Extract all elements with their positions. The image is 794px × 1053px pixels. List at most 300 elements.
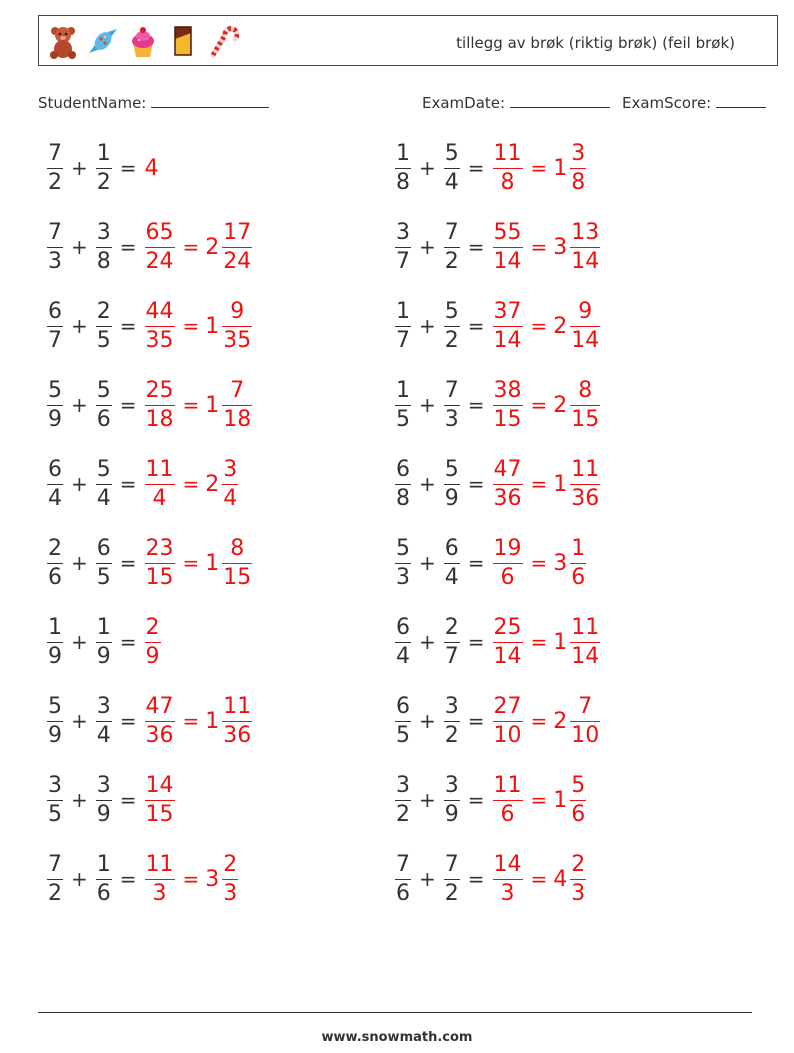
fraction (493, 298, 523, 355)
fraction (444, 219, 460, 276)
fraction (444, 693, 460, 750)
mixed-whole: 1 (205, 313, 220, 339)
denominator: 9 (48, 643, 62, 669)
numerator: 5 (444, 140, 459, 166)
denominator: 8 (571, 169, 586, 195)
answer-equals-sign: = (182, 551, 200, 575)
numerator: 1 (396, 377, 410, 403)
fraction (395, 851, 411, 908)
numerator: 25 (145, 377, 174, 403)
numerator: 37 (493, 298, 522, 324)
denominator: 15 (493, 406, 522, 432)
equals-sign: = (119, 788, 137, 812)
plus-sign: + (419, 867, 436, 891)
numerator: 19 (493, 535, 522, 561)
denominator: 6 (48, 564, 62, 590)
denominator: 14 (493, 643, 522, 669)
answer-equals-sign: = (182, 709, 200, 733)
numerator: 44 (145, 298, 174, 324)
plus-sign: + (71, 235, 88, 259)
numerator: 11 (493, 140, 522, 166)
fraction (493, 535, 523, 592)
numerator: 55 (493, 219, 522, 245)
icon-strip (47, 23, 239, 59)
numerator: 11 (223, 693, 252, 719)
numerator: 1 (396, 298, 410, 324)
denominator: 6 (500, 801, 515, 827)
problem-row (393, 295, 602, 357)
numerator: 27 (493, 693, 522, 719)
denominator: 4 (444, 169, 459, 195)
numerator: 7 (578, 693, 593, 719)
numerator: 5 (444, 456, 459, 482)
denominator: 36 (493, 485, 522, 511)
denominator: 3 (396, 564, 410, 590)
numerator: 11 (145, 851, 174, 877)
numerator: 3 (571, 140, 586, 166)
answer-equals-sign: = (530, 472, 548, 496)
numerator: 8 (578, 377, 593, 403)
fraction (395, 456, 411, 513)
fraction (145, 298, 175, 355)
plus-sign: + (71, 393, 88, 417)
fraction (96, 219, 112, 276)
numerator: 6 (444, 535, 459, 561)
problem-row (393, 532, 588, 594)
denominator: 9 (444, 485, 459, 511)
denominator: 9 (96, 643, 111, 669)
denominator: 9 (145, 643, 160, 669)
mixed-whole: 2 (205, 234, 220, 260)
denominator: 9 (96, 801, 111, 827)
mixed-fraction (570, 377, 600, 434)
mixed-whole: 1 (553, 155, 568, 181)
mixed-fraction (570, 772, 586, 829)
mixed-fraction (222, 377, 252, 434)
problem-row (45, 769, 177, 831)
denominator: 15 (571, 406, 600, 432)
mixed-whole: 2 (553, 708, 568, 734)
fraction (395, 377, 411, 434)
equals-sign: = (467, 709, 485, 733)
plus-sign: + (71, 314, 88, 338)
numerator: 2 (444, 614, 459, 640)
fraction (493, 377, 523, 434)
fraction (96, 693, 112, 750)
numerator: 1 (96, 614, 111, 640)
denominator: 2 (96, 169, 111, 195)
fraction (395, 298, 411, 355)
fraction (145, 535, 175, 592)
denominator: 14 (493, 327, 522, 353)
denominator: 14 (571, 248, 600, 274)
denominator: 6 (571, 801, 586, 827)
fraction (395, 693, 411, 750)
denominator: 6 (96, 880, 111, 906)
numerator: 7 (444, 851, 459, 877)
numerator: 8 (230, 535, 245, 561)
numerator: 6 (96, 535, 111, 561)
fraction (395, 140, 411, 197)
fraction (47, 851, 63, 908)
denominator: 3 (48, 248, 62, 274)
fraction (145, 614, 161, 671)
numerator: 11 (493, 772, 522, 798)
fraction (493, 693, 523, 750)
fraction (96, 377, 112, 434)
mixed-whole: 2 (205, 471, 220, 497)
numerator: 38 (493, 377, 522, 403)
fraction (96, 535, 112, 592)
numerator: 7 (444, 219, 459, 245)
numerator: 9 (230, 298, 245, 324)
fraction (96, 614, 112, 671)
denominator: 7 (444, 643, 459, 669)
answer-equals-sign: = (530, 235, 548, 259)
numerator: 3 (444, 693, 459, 719)
plus-sign: + (419, 630, 436, 654)
denominator: 6 (500, 564, 515, 590)
student-name-blank[interactable] (151, 92, 269, 108)
mixed-whole: 1 (553, 787, 568, 813)
fraction (493, 456, 523, 513)
equals-sign: = (119, 314, 137, 338)
problem-row (393, 769, 588, 831)
equals-sign: = (467, 314, 485, 338)
numerator: 13 (571, 219, 600, 245)
denominator: 7 (396, 327, 410, 353)
mixed-fraction (570, 140, 586, 197)
problem-row (45, 295, 254, 357)
numerator: 3 (444, 772, 459, 798)
numerator: 2 (571, 851, 586, 877)
fraction (444, 456, 460, 513)
numerator: 11 (571, 614, 600, 640)
denominator: 7 (48, 327, 62, 353)
problem-row (393, 453, 602, 515)
problem-row (393, 216, 602, 278)
denominator: 4 (396, 643, 410, 669)
problem-row (45, 137, 159, 199)
mixed-fraction (222, 535, 252, 592)
fraction (444, 772, 460, 829)
denominator: 10 (571, 722, 600, 748)
fraction (47, 772, 63, 829)
denominator: 2 (444, 880, 459, 906)
mixed-whole: 1 (553, 471, 568, 497)
plus-sign: + (71, 630, 88, 654)
exam-score-field[interactable] (622, 92, 766, 112)
numerator: 2 (96, 298, 111, 324)
problem-row (393, 611, 602, 673)
numerator: 1 (96, 851, 111, 877)
plus-sign: + (71, 709, 88, 733)
mixed-fraction (222, 851, 238, 908)
fraction (47, 535, 63, 592)
teddy-bear-icon (47, 23, 79, 59)
fraction (145, 377, 175, 434)
denominator: 2 (444, 327, 459, 353)
mixed-fraction (570, 851, 586, 908)
fraction (96, 772, 112, 829)
denominator: 2 (48, 880, 62, 906)
numerator: 3 (96, 772, 111, 798)
footer-url: www.snowmath.com (321, 1030, 473, 1045)
mixed-whole: 1 (205, 550, 220, 576)
answer-equals-sign: = (530, 393, 548, 417)
denominator: 3 (571, 880, 586, 906)
equals-sign: = (119, 630, 137, 654)
plus-sign: + (71, 551, 88, 575)
mixed-whole: 3 (205, 866, 220, 892)
denominator: 3 (152, 880, 167, 906)
numerator: 7 (48, 851, 62, 877)
equals-sign: = (467, 788, 485, 812)
problem-row (45, 690, 254, 752)
mixed-fraction (222, 219, 252, 276)
numerator: 7 (230, 377, 245, 403)
fraction (395, 219, 411, 276)
equals-sign: = (119, 709, 137, 733)
denominator: 5 (48, 801, 62, 827)
denominator: 3 (444, 406, 459, 432)
denominator: 7 (396, 248, 410, 274)
fraction (493, 614, 523, 671)
answer-equals-sign: = (530, 551, 548, 575)
problem-row (393, 374, 602, 436)
mixed-whole: 3 (553, 234, 568, 260)
denominator: 36 (223, 722, 252, 748)
mixed-fraction (570, 298, 600, 355)
problem-row (45, 532, 254, 594)
mixed-fraction (222, 456, 238, 513)
plus-sign: + (71, 788, 88, 812)
numerator: 11 (571, 456, 600, 482)
plus-sign: + (419, 314, 436, 338)
numerator: 9 (578, 298, 593, 324)
equals-sign: = (467, 551, 485, 575)
numerator: 5 (96, 377, 111, 403)
numerator: 3 (223, 456, 238, 482)
denominator: 2 (444, 722, 459, 748)
mixed-whole: 1 (205, 708, 220, 734)
equals-sign: = (467, 235, 485, 259)
denominator: 15 (145, 564, 174, 590)
denominator: 15 (223, 564, 252, 590)
fraction (47, 614, 63, 671)
numerator: 2 (223, 851, 238, 877)
denominator: 2 (396, 801, 410, 827)
numerator: 1 (571, 535, 586, 561)
mixed-fraction (570, 219, 600, 276)
mixed-whole: 2 (553, 313, 568, 339)
numerator: 6 (396, 614, 410, 640)
worksheet-header (38, 15, 778, 66)
problem-row (45, 374, 254, 436)
numerator: 3 (396, 219, 410, 245)
mixed-fraction (570, 614, 600, 671)
numerator: 6 (48, 298, 62, 324)
numerator: 23 (145, 535, 174, 561)
fraction (96, 140, 112, 197)
answer-equals-sign: = (182, 867, 200, 891)
numerator: 3 (396, 772, 410, 798)
mixed-whole: 1 (205, 392, 220, 418)
equals-sign: = (119, 393, 137, 417)
fraction (96, 456, 112, 513)
student-name-field[interactable] (38, 92, 269, 112)
numerator: 1 (96, 140, 111, 166)
plus-sign: + (419, 709, 436, 733)
fraction (395, 772, 411, 829)
mixed-whole: 1 (553, 629, 568, 655)
exam-date-field[interactable] (422, 92, 610, 112)
denominator: 14 (571, 643, 600, 669)
equals-sign: = (119, 235, 137, 259)
mixed-whole: 3 (553, 550, 568, 576)
numerator: 5 (571, 772, 586, 798)
fraction (395, 614, 411, 671)
denominator: 8 (396, 169, 410, 195)
problem-row (393, 690, 602, 752)
numerator: 6 (48, 456, 62, 482)
plus-sign: + (71, 867, 88, 891)
answer-equals-sign: = (530, 709, 548, 733)
fraction (145, 456, 175, 513)
denominator: 35 (223, 327, 252, 353)
denominator: 4 (444, 564, 459, 590)
numerator: 7 (396, 851, 410, 877)
numerator: 7 (48, 219, 62, 245)
plus-sign: + (419, 788, 436, 812)
numerator: 2 (145, 614, 160, 640)
denominator: 3 (223, 880, 238, 906)
exam-date-blank[interactable] (510, 92, 610, 108)
equals-sign: = (119, 472, 137, 496)
numerator: 17 (223, 219, 252, 245)
denominator: 8 (500, 169, 515, 195)
numerator: 7 (48, 140, 62, 166)
denominator: 5 (96, 327, 111, 353)
denominator: 36 (571, 485, 600, 511)
denominator: 14 (493, 248, 522, 274)
numerator: 3 (96, 219, 111, 245)
problem-row (45, 216, 254, 278)
denominator: 6 (396, 880, 410, 906)
plus-sign: + (419, 472, 436, 496)
exam-score-label: ExamScore: (622, 94, 712, 112)
denominator: 4 (96, 485, 111, 511)
fraction (493, 772, 523, 829)
numerator: 25 (493, 614, 522, 640)
fraction (47, 693, 63, 750)
answer-equals-sign: = (530, 788, 548, 812)
fraction (444, 140, 460, 197)
equals-sign: = (467, 156, 485, 180)
denominator: 4 (223, 485, 238, 511)
exam-score-blank[interactable] (716, 92, 766, 108)
denominator: 4 (48, 485, 62, 511)
wrapped-candy-icon (87, 23, 119, 59)
numerator: 6 (396, 693, 410, 719)
denominator: 8 (96, 248, 111, 274)
equals-sign: = (467, 472, 485, 496)
equals-sign: = (467, 630, 485, 654)
problem-row (45, 453, 240, 515)
denominator: 4 (152, 485, 167, 511)
mixed-fraction (222, 693, 252, 750)
answer-equals-sign: = (182, 472, 200, 496)
mixed-fraction (222, 298, 252, 355)
answer-equals-sign: = (182, 393, 200, 417)
problem-row (393, 848, 588, 910)
numerator: 5 (444, 298, 459, 324)
numerator: 1 (396, 140, 410, 166)
student-name-label: StudentName: (38, 94, 147, 112)
mixed-fraction (570, 456, 600, 513)
fraction (444, 298, 460, 355)
fraction (493, 140, 523, 197)
denominator: 24 (145, 248, 174, 274)
numerator: 65 (145, 219, 174, 245)
denominator: 18 (223, 406, 252, 432)
fraction (47, 377, 63, 434)
numerator: 14 (493, 851, 522, 877)
fraction (96, 851, 112, 908)
denominator: 9 (444, 801, 459, 827)
denominator: 6 (571, 564, 586, 590)
equals-sign: = (467, 393, 485, 417)
mixed-fraction (570, 693, 600, 750)
numerator: 3 (48, 772, 62, 798)
fraction (444, 851, 460, 908)
chocolate-bar-icon (167, 23, 199, 59)
numerator: 2 (48, 535, 62, 561)
answer-whole: 4 (144, 155, 159, 181)
plus-sign: + (71, 156, 88, 180)
fraction (145, 851, 175, 908)
fraction (47, 219, 63, 276)
answer-equals-sign: = (530, 314, 548, 338)
equals-sign: = (467, 867, 485, 891)
equals-sign: = (119, 156, 137, 180)
denominator: 2 (48, 169, 62, 195)
denominator: 5 (396, 406, 410, 432)
numerator: 5 (48, 693, 62, 719)
fraction (47, 140, 63, 197)
cupcake-icon (127, 23, 159, 59)
denominator: 35 (145, 327, 174, 353)
denominator: 6 (96, 406, 111, 432)
numerator: 47 (493, 456, 522, 482)
answer-equals-sign: = (182, 235, 200, 259)
answer-equals-sign: = (530, 156, 548, 180)
answer-equals-sign: = (182, 314, 200, 338)
plus-sign: + (419, 551, 436, 575)
fraction (444, 377, 460, 434)
fraction (145, 693, 175, 750)
denominator: 9 (48, 406, 62, 432)
fraction (493, 851, 523, 908)
plus-sign: + (419, 393, 436, 417)
denominator: 18 (145, 406, 174, 432)
denominator: 9 (48, 722, 62, 748)
denominator: 36 (145, 722, 174, 748)
denominator: 5 (396, 722, 410, 748)
numerator: 5 (96, 456, 111, 482)
denominator: 24 (223, 248, 252, 274)
denominator: 14 (571, 327, 600, 353)
